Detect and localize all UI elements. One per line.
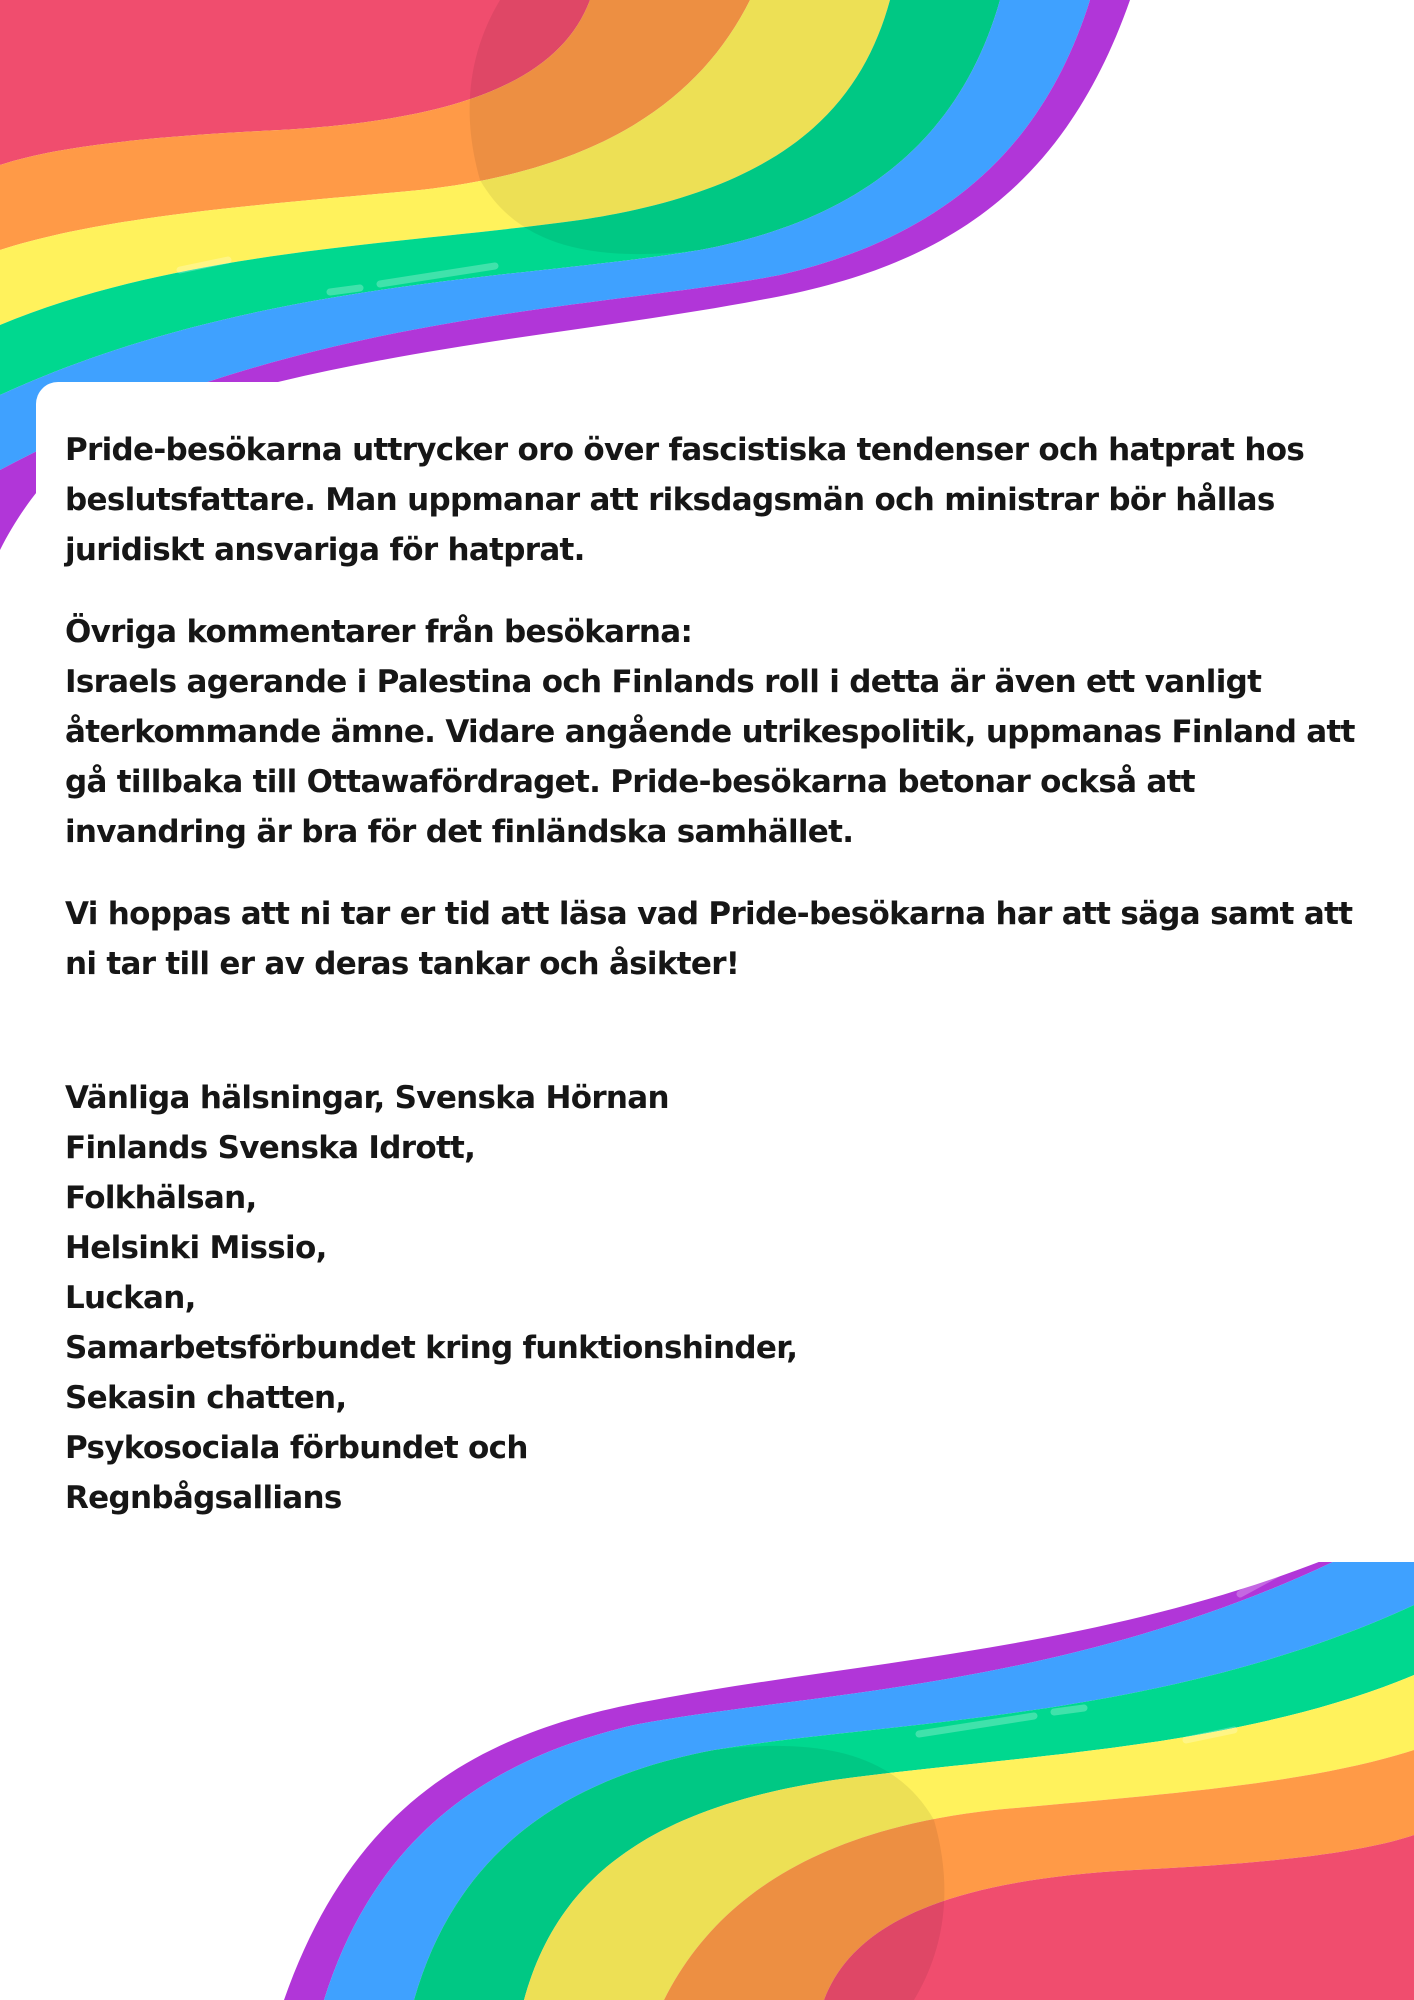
paragraph-other-comments bbox=[65, 607, 1365, 857]
signature-organization: Sekasin chatten, bbox=[65, 1380, 347, 1416]
paragraph-line: ni tar till er av deras tankar och åsikter! bbox=[65, 946, 740, 982]
signature-block bbox=[65, 1073, 1365, 1523]
paragraph-line: beslutsfattare. Man uppmanar att riksdagsmän och ministrar bör hållas bbox=[65, 482, 1275, 518]
signature-greeting: Vänliga hälsningar, Svenska Hörnan bbox=[65, 1080, 669, 1116]
signature-organization: Samarbetsförbundet kring funktionshinder, bbox=[65, 1330, 798, 1366]
signature-organization: Helsinki Missio, bbox=[65, 1230, 327, 1266]
signature-organization: Psykosociala förbundet och bbox=[65, 1430, 528, 1466]
paragraph-closing-request bbox=[65, 889, 1365, 989]
letter-body bbox=[65, 425, 1365, 1523]
paragraph-line: Israels agerande i Palestina och Finlands roll i detta är även ett vanligt bbox=[65, 664, 1262, 700]
signature-organization: Folkhälsan, bbox=[65, 1180, 257, 1216]
paragraph-line: invandring är bra för det finländska samhället. bbox=[65, 814, 854, 850]
paragraph-line: gå tillbaka till Ottawafördraget. Pride-besökarna betonar också att bbox=[65, 764, 1195, 800]
paragraph-hate-speech bbox=[65, 425, 1365, 575]
paragraph-line: Övriga kommentarer från besökarna: bbox=[65, 614, 693, 650]
paragraph-line: Pride-besökarna uttrycker oro över fascistiska tendenser och hatprat hos bbox=[65, 432, 1305, 468]
paragraph-line: Vi hoppas att ni tar er tid att läsa vad Pride-besökarna har att säga samt att bbox=[65, 896, 1353, 932]
signature-organization: Regnbågsallians bbox=[65, 1480, 342, 1516]
paragraph-line: återkommande ämne. Vidare angående utrikespolitik, uppmanas Finland att bbox=[65, 714, 1355, 750]
paragraph-line: juridiskt ansvariga för hatprat. bbox=[65, 532, 585, 568]
signature-organization: Finlands Svenska Idrott, bbox=[65, 1130, 476, 1166]
signature-organization: Luckan, bbox=[65, 1280, 196, 1316]
